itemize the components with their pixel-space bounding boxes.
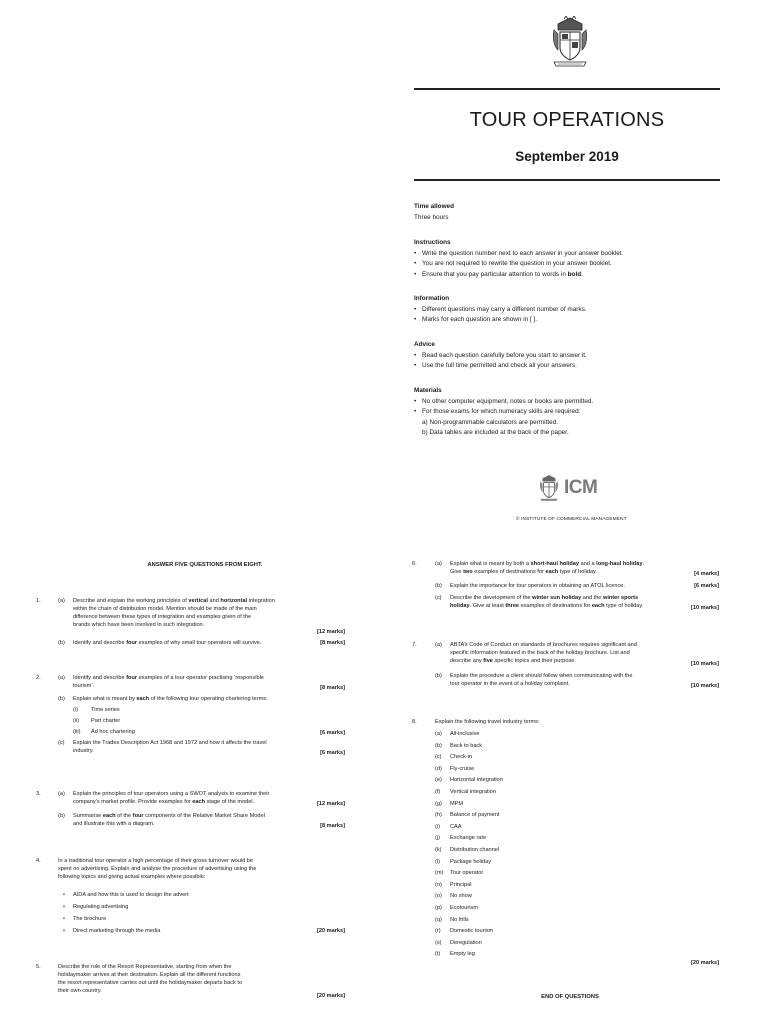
term-label: (o) — [435, 893, 442, 900]
advice-heading: Advice — [414, 341, 435, 348]
subpart-text: Time series — [91, 707, 120, 713]
text: spent on advertising. Explain and analyse the procedure of advertising using the — [58, 865, 257, 872]
copyright-notice: © INSTITUTE OF COMMERCIAL MANAGEMENT — [516, 517, 627, 522]
part-text — [73, 696, 268, 704]
term-text: Principal — [450, 881, 472, 888]
marks: [12 marks] — [317, 629, 345, 635]
text: holidaymaker arrives at their destination. Explain all the different functions — [58, 971, 241, 978]
bold-text: winter sun holiday — [532, 595, 582, 601]
marks: [10 marks] — [691, 661, 719, 667]
question-number: 3. — [36, 791, 41, 797]
materials-heading: Materials — [414, 387, 442, 394]
subpart-label: (ii) — [73, 718, 80, 724]
text: specific topics and their purpose. — [492, 657, 576, 664]
marks: [10 marks] — [691, 683, 719, 689]
text: Explain the principles of tour operators using a SWOT analysis to examine their — [73, 791, 270, 797]
time-allowed-value: Three hours — [414, 213, 449, 221]
marks: [6 marks] — [694, 583, 719, 589]
marks: [8 marks] — [320, 640, 345, 646]
text: Describe the role of the Resort Representative, starting from when the — [58, 964, 232, 970]
text: Explain the procedure a client should follow when communicating with the — [450, 673, 633, 679]
term-label: (k) — [435, 847, 442, 853]
term-text: All-inclusive — [450, 731, 480, 737]
part-label: (b) — [435, 583, 442, 589]
part-text — [450, 642, 637, 666]
bold-text: holiday — [450, 602, 470, 609]
marks: [20 marks] — [317, 993, 345, 999]
term-label: (f) — [435, 789, 441, 795]
bold-text: three — [505, 602, 520, 609]
bold-text: vertical — [188, 598, 208, 604]
materials-subitem: b) Data tables are included at the back of the paper. — [422, 429, 569, 437]
part-label: (b) — [58, 696, 65, 702]
advice-section — [414, 340, 714, 372]
materials-item: • For those exams for which numeracy skills are required: — [414, 407, 714, 418]
instruction-item: • Write the question number next to each answer in your answer booklet. — [414, 249, 714, 260]
bold-text: short-haul holiday — [530, 561, 580, 567]
question-number: 5. — [36, 964, 41, 970]
part-label: (a) — [58, 598, 65, 604]
term-label: (d) — [435, 765, 442, 772]
materials-section — [414, 386, 714, 439]
part-text — [73, 813, 265, 829]
exam-date: September 2019 — [515, 149, 619, 164]
term-label: (i) — [435, 823, 440, 830]
question-8 — [412, 719, 722, 979]
text: their own country. — [58, 987, 102, 994]
term-label: (j) — [435, 835, 440, 842]
text: Identify and describe — [73, 675, 127, 681]
term-text: Ecotourism — [450, 905, 478, 911]
instruction-item: • You are not required to rewrite the question in your answer booklet. — [414, 259, 714, 270]
marks: [6 marks] — [320, 750, 345, 756]
instructions-section — [414, 238, 714, 280]
part-text — [450, 561, 644, 577]
text: type of holiday. — [604, 602, 644, 609]
end-of-questions: END OF QUESTIONS — [541, 994, 599, 1000]
advice-item: • Read each question carefully before you start to answer it. — [414, 351, 714, 362]
part-text — [450, 673, 633, 689]
text: . Give at least — [469, 602, 506, 609]
materials-subitem: a) Non-programmable calculators are permitted. — [422, 418, 559, 426]
text: In a traditional tour operator a high percentage of their gross turnover would be — [58, 858, 253, 864]
part-text — [73, 740, 267, 756]
instructions-heading: Instructions — [414, 239, 451, 246]
title-bottom-rule — [414, 179, 720, 181]
time-allowed-section — [414, 202, 714, 223]
term-text: Vertical integration — [450, 789, 497, 795]
term-label: (s) — [435, 939, 442, 946]
part-label: (c) — [58, 740, 65, 746]
materials-item: • No other computer equipment, notes or books are permitted. — [414, 397, 714, 408]
bold-text: four — [132, 813, 144, 819]
term-text: Package holiday — [450, 858, 492, 865]
question-text: Explain the following travel industry terms: — [435, 719, 540, 725]
marks: [20 marks] — [317, 928, 345, 934]
part-label: (a) — [435, 561, 442, 567]
text: examples of a tour operator practising ‘responsible — [137, 675, 264, 681]
subpart-text: Part charter — [91, 718, 121, 724]
text: stage of the model. — [205, 798, 255, 805]
instruction-item: • Ensure that you pay particular attention to words in bold. — [414, 270, 714, 281]
term-text: Deregulation — [450, 939, 482, 946]
question-number: 4. — [36, 858, 41, 864]
bold-text: each — [591, 602, 605, 609]
text: tour operator in the event of a holiday complaint. — [450, 680, 570, 687]
subpart-label: (i) — [73, 707, 78, 713]
text: and — [207, 598, 221, 604]
bold-text: two — [463, 568, 473, 575]
term-label: (n) — [435, 881, 442, 888]
term-label: (r) — [435, 928, 441, 935]
text: the resort representative carries out until the holidaymaker departs back to — [58, 979, 243, 986]
text: examples of destinations for — [472, 568, 546, 575]
text: difference between these types of integration and examples given of the — [73, 613, 252, 620]
icm-crest-icon — [538, 474, 560, 502]
marks: [12 marks] — [317, 801, 345, 807]
instruction-text: Ensure that you pay particular attention to words in — [422, 270, 568, 278]
bold-text: four — [126, 675, 138, 681]
title-top-rule — [414, 88, 720, 90]
text: . — [642, 561, 645, 567]
text: examples of why small tour operators will survive. — [137, 640, 262, 646]
bold-text: each — [192, 798, 206, 805]
term-text: Empty leg — [450, 951, 475, 958]
subpart-label: (iii) — [73, 729, 81, 735]
part-label: (c) — [435, 595, 442, 601]
question-text — [58, 964, 242, 996]
text: specific information featured in the back of the holiday brochure. List and — [450, 649, 630, 656]
information-section — [414, 294, 714, 326]
term-text: Check-in — [450, 754, 473, 761]
bullet-item: • Direct marketing through the media — [73, 928, 160, 936]
part-label: (a) — [435, 642, 442, 648]
text: components of the Relative Market Share Model — [143, 813, 265, 819]
text: and the — [581, 595, 603, 601]
text: examples of destinations for — [519, 602, 592, 609]
part-text: Explain the importance for tour operators in obtaining an ATOL licence. — [450, 583, 625, 589]
icm-logo-text: ICM — [564, 477, 598, 498]
text: Give — [450, 568, 464, 575]
term-label: (m) — [435, 870, 444, 877]
time-allowed-heading: Time allowed — [414, 203, 455, 210]
text: Describe and explain the working principles of — [73, 598, 189, 604]
term-text: No show — [450, 893, 472, 900]
term-label: (q) — [435, 916, 442, 923]
text: ABTA’s Code of Conduct on standards of brochures requires significant and — [450, 642, 637, 648]
marks: [8 marks] — [320, 685, 345, 691]
term-text: Horizontal integration — [450, 777, 503, 784]
bold-text: winter sports — [602, 595, 639, 601]
bullet-item: • The brochure — [73, 916, 106, 924]
text: describe any — [450, 657, 484, 664]
text: within the chain of distribution model. Mention should be made of the main — [73, 605, 257, 612]
information-heading: Information — [414, 295, 450, 302]
text: and a — [579, 561, 597, 567]
text: company’s market profile. Provide examples for — [73, 798, 193, 805]
text: Explain the Trades Description Act 1968 and 1972 and how it affects the travel — [73, 740, 267, 746]
icm-logo — [538, 474, 597, 502]
bold-text: each — [102, 813, 116, 819]
bold-text: five — [483, 657, 493, 664]
bold-text: four — [126, 640, 138, 646]
text: of the following tour operating chartering terms: — [149, 696, 268, 702]
text: Explain what is meant by both a — [450, 561, 531, 567]
bold-word: bold — [567, 270, 582, 278]
term-text: Tour operator — [450, 870, 484, 877]
question-number: 8. — [412, 719, 417, 725]
marks: [20 marks] — [691, 960, 719, 966]
term-text: Domestic tourism — [450, 928, 494, 935]
bullet-item: • Regulating advertising — [73, 904, 128, 912]
term-label: (g) — [435, 800, 442, 807]
term-label: (c) — [435, 754, 442, 761]
part-text — [450, 595, 643, 611]
text: Describe the development of the — [450, 595, 533, 601]
question-number: 7. — [412, 642, 417, 648]
subpart-text: Ad hoc chartering — [91, 729, 135, 735]
text: following topics and giving actual examples where possible: — [58, 873, 206, 880]
text: type of holiday. — [558, 568, 597, 575]
part-label: (a) — [58, 675, 65, 681]
bold-text: long-haul holiday — [596, 561, 643, 567]
bold-text: each — [545, 568, 559, 575]
term-text: Fly-cruise — [450, 765, 475, 772]
information-item: • Marks for each question are shown in [ ]. — [414, 315, 714, 326]
section-heading: ANSWER FIVE QUESTIONS FROM EIGHT. — [147, 562, 263, 568]
term-text: Distribution channel — [450, 847, 500, 853]
part-label: (a) — [58, 791, 65, 797]
text: tourism’. — [73, 682, 95, 689]
bold-text: horizontal — [220, 598, 248, 604]
text: industry. — [73, 747, 94, 754]
term-label: (h) — [435, 812, 442, 819]
part-text — [73, 791, 269, 807]
term-text: No frills — [450, 916, 469, 923]
term-text: MPM — [450, 800, 464, 807]
part-label: (b) — [58, 813, 65, 819]
term-text: CAA — [450, 823, 462, 830]
information-item: • Different questions may carry a different number of marks. — [414, 305, 714, 316]
term-text: Exchange rate — [450, 835, 487, 842]
text: and illustrate this with a diagram. — [73, 820, 155, 827]
term-label: (a) — [435, 731, 442, 737]
term-label: (p) — [435, 905, 442, 911]
bullet-item: • AIDA and how this is used to design the advert — [73, 892, 189, 900]
question-number: 1. — [36, 598, 41, 604]
text: Summarise — [73, 813, 103, 819]
bold-text: each — [136, 696, 150, 702]
marks: [8 marks] — [320, 823, 345, 829]
question-number: 2. — [36, 675, 41, 681]
marks: [6 marks] — [320, 730, 345, 736]
term-label: (e) — [435, 777, 442, 784]
term-text: Balance of payment — [450, 812, 500, 819]
part-text — [73, 598, 313, 630]
marks: [10 marks] — [691, 605, 719, 611]
question-number: 6. — [412, 561, 417, 567]
text: integration — [247, 598, 275, 604]
part-label: (b) — [58, 640, 65, 646]
text: Explain what is meant by — [73, 696, 137, 702]
part-text — [73, 675, 264, 691]
part-text — [73, 640, 261, 648]
term-label: (l) — [435, 858, 440, 865]
text: of the — [115, 813, 133, 819]
crest-emblem — [550, 16, 590, 68]
text: Identify and describe — [73, 640, 127, 646]
advice-item: • Use the full time permitted and check all your answers. — [414, 361, 714, 372]
text: brands which have been involved in such integration. — [73, 621, 205, 628]
part-label: (b) — [435, 673, 442, 679]
term-label: (t) — [435, 951, 441, 958]
marks: [4 marks] — [694, 571, 719, 577]
term-label: (b) — [435, 742, 442, 749]
term-text: Back to back — [450, 742, 483, 749]
exam-title: TOUR OPERATIONS — [469, 109, 665, 131]
question-text — [58, 858, 256, 882]
